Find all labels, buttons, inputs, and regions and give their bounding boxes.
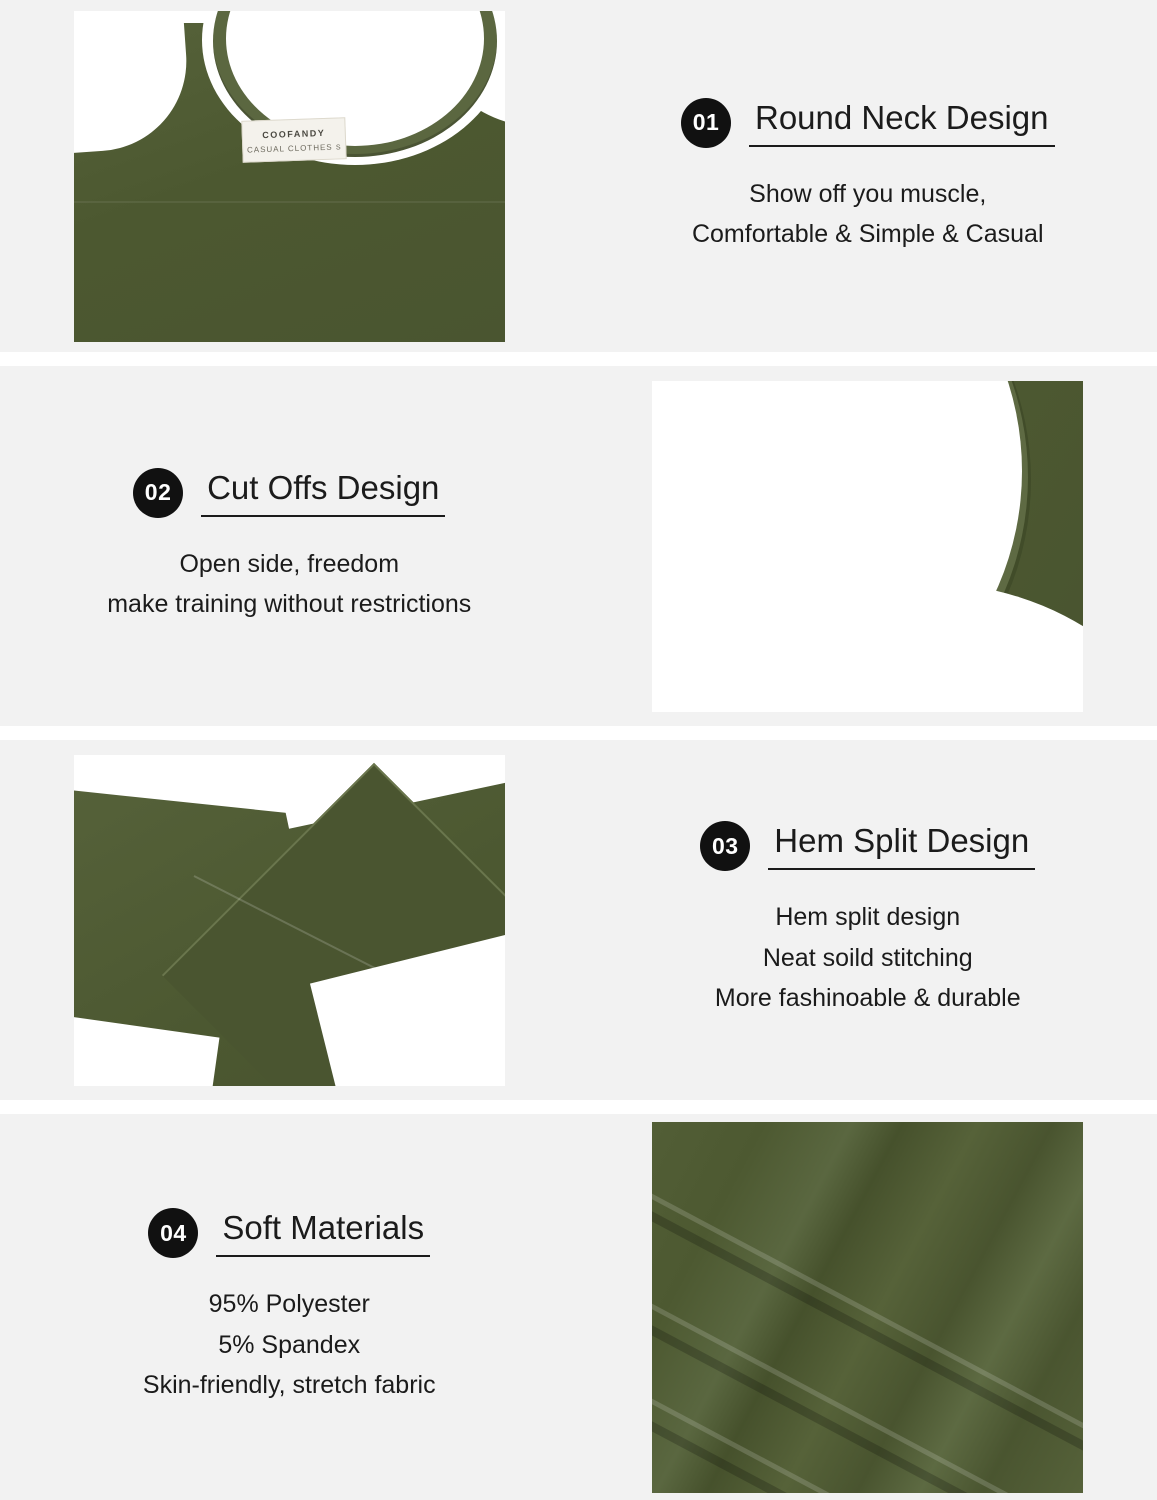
feature-03-line-1: Hem split design (775, 903, 961, 932)
feature-02-description (107, 544, 471, 625)
feature-01-line-1: Show off you muscle, (749, 179, 987, 208)
feature-03-image-cell (0, 740, 579, 1100)
feature-02-image-cell (579, 366, 1157, 726)
feature-section-02 (0, 366, 1157, 726)
feature-04-line-1: 95% Polyester (208, 1290, 370, 1319)
size-label-text: S (335, 144, 342, 152)
feature-04-description (143, 1284, 436, 1406)
feature-04-text-cell (0, 1114, 579, 1500)
feature-02-heading (133, 468, 445, 518)
feature-04-line-3: Skin-friendly, stretch fabric (142, 1371, 436, 1400)
round-neck-photo (74, 11, 505, 342)
feature-02-number-badge: 02 (133, 468, 183, 518)
feature-01-title: Round Neck Design (749, 99, 1055, 147)
feature-01-heading (681, 98, 1055, 148)
feature-section-04 (0, 1114, 1157, 1500)
fabric-closeup-photo (652, 1122, 1083, 1493)
feature-section-03 (0, 740, 1157, 1100)
feature-03-line-3: More fashinoable & durable (714, 984, 1021, 1013)
feature-03-title: Hem Split Design (768, 822, 1035, 870)
feature-section-01 (0, 0, 1157, 352)
feature-04-line-2: 5% Spandex (218, 1330, 361, 1359)
feature-01-description (692, 174, 1044, 255)
cut-off-side-photo (652, 381, 1083, 712)
feature-03-number-badge: 03 (700, 821, 750, 871)
brand-label-text: COOFANDY (261, 127, 326, 140)
brand-care-label (241, 117, 346, 163)
fabric-fold-line (74, 201, 505, 203)
feature-04-number-badge: 04 (148, 1208, 198, 1258)
feature-04-title: Soft Materials (216, 1209, 430, 1257)
feature-02-text-cell (0, 366, 579, 726)
feature-03-description (715, 897, 1021, 1019)
feature-02-line-1: Open side, freedom (179, 549, 400, 578)
feature-01-line-2: Comfortable & Simple & Casual (691, 220, 1044, 248)
feature-02-title: Cut Offs Design (201, 469, 445, 517)
feature-01-text-cell (579, 0, 1157, 352)
feature-03-text-cell (579, 740, 1157, 1100)
feature-04-heading (148, 1208, 430, 1258)
hem-split-photo (74, 755, 505, 1086)
feature-03-line-2: Neat soild stitching (762, 943, 973, 972)
feature-04-image-cell (579, 1114, 1157, 1500)
feature-01-image-cell (0, 0, 579, 352)
feature-01-number-badge: 01 (681, 98, 731, 148)
brand-sub-text: CASUAL CLOTHES (246, 142, 333, 155)
feature-03-heading (700, 821, 1035, 871)
feature-02-line-2: make training without restrictions (107, 590, 472, 618)
